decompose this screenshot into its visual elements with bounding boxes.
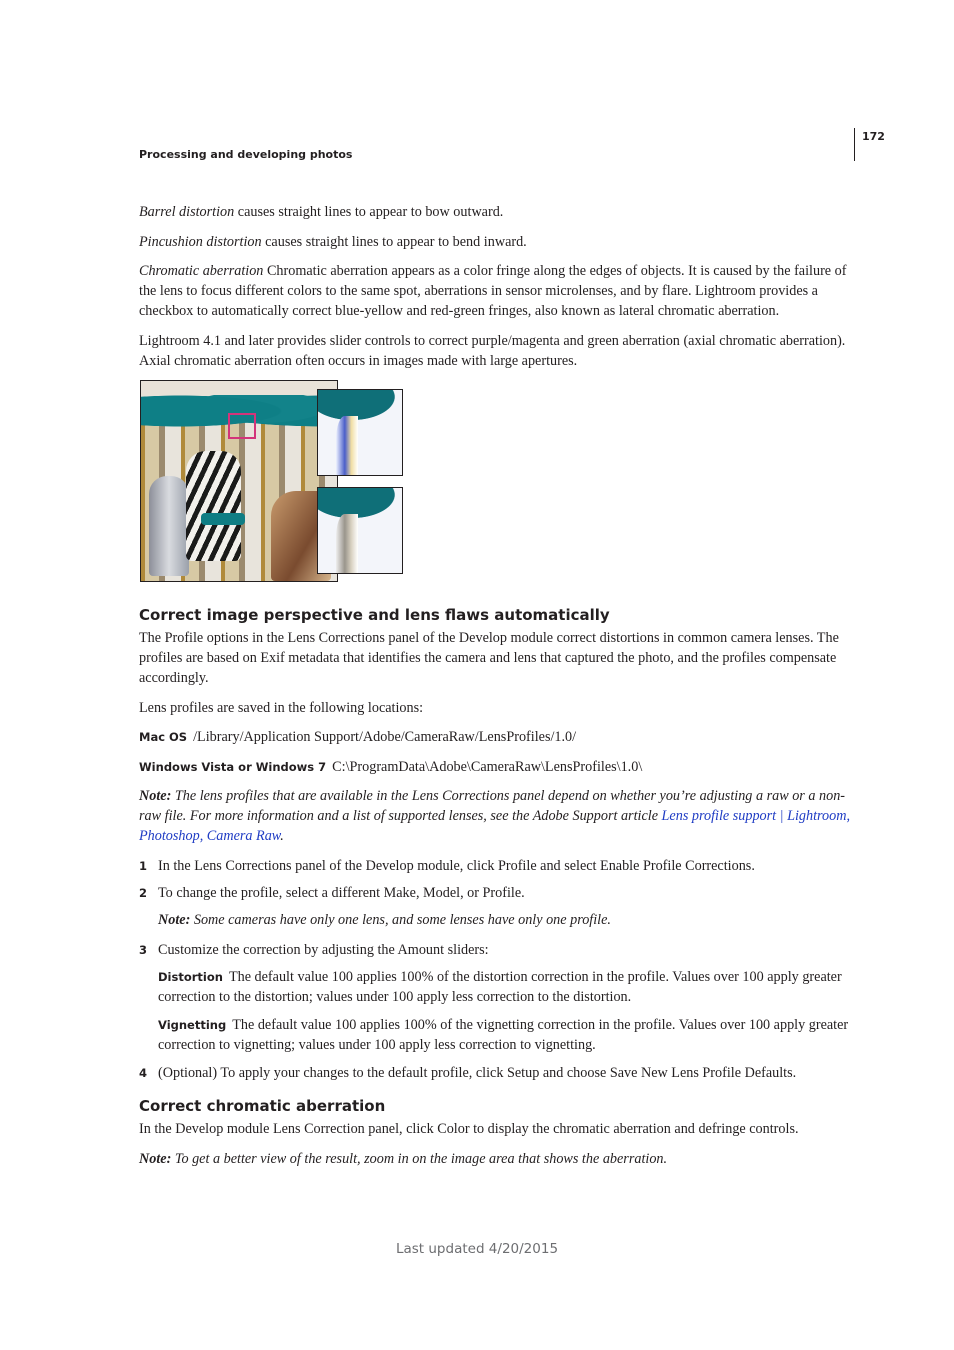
zoom-after-correction xyxy=(317,487,403,574)
note-text: The lens profiles that are available in the Lens Corrections panel depend on whether you’re adjusting a raw or a non-raw file. For more information and a list of supported lenses, see the Adobe Support article xyxy=(139,788,846,824)
page-number: 172 xyxy=(862,130,885,143)
step-1 xyxy=(139,856,853,876)
chromatic-aberration-figure xyxy=(140,380,404,582)
running-header: Processing and developing photos xyxy=(139,148,353,161)
windows-path: C:\ProgramData\Adobe\CameraRaw\LensProfiles\1.0\ xyxy=(332,758,643,775)
barrel-text: causes straight lines to appear to bow outward. xyxy=(234,204,504,220)
chromatic-paragraph xyxy=(139,261,853,321)
lens-profile-support-link[interactable]: Lens profile support | Lightroom, Photoshop, Camera Raw xyxy=(139,808,851,844)
zebra-saddle xyxy=(201,513,245,525)
carousel-photo xyxy=(140,380,338,582)
step-text: (Optional) To apply your changes to the default profile, click Setup and choose Save New Lens Profile Defaults. xyxy=(158,1065,797,1081)
pincushion-text: causes straight lines to appear to bend inward. xyxy=(261,233,527,250)
step-4 xyxy=(139,1063,853,1083)
section-heading-lens-profiles: Correct image perspective and lens flaws automatically xyxy=(139,606,610,624)
mac-location xyxy=(139,727,853,747)
page-content xyxy=(139,202,853,1178)
step-text: To change the profile, select a different Make, Model, or Profile. xyxy=(158,885,525,901)
step-3 xyxy=(139,940,853,960)
zoom-region-marker xyxy=(228,413,256,439)
step-number: 4 xyxy=(139,1066,148,1080)
step-2 xyxy=(139,883,853,903)
distortion-label: Distortion xyxy=(158,970,223,984)
lightroom41-paragraph: Lightroom 4.1 and later provides slider controls to correct purple/magenta and green aberration (axial chromatic aberration). Axial chromatic aberration often occurs in images made with large apertures. xyxy=(139,332,846,369)
section-heading-chromatic: Correct chromatic aberration xyxy=(139,1097,386,1115)
mac-path: /Library/Application Support/Adobe/CameraRaw/LensProfiles/1.0/ xyxy=(193,729,577,745)
zebra-figure xyxy=(186,451,241,561)
vignetting-option xyxy=(139,1015,853,1055)
step-number: 3 xyxy=(139,943,148,957)
white-horse xyxy=(149,476,189,576)
chromatic-controls-paragraph: In the Develop module Lens Correction panel, click Color to display the chromatic aberration and defringe controls. xyxy=(139,1121,799,1137)
pincushion-paragraph xyxy=(139,232,853,252)
vignetting-text: The default value 100 applies 100% of the vignetting correction in the profile. Values over 100 apply greater correction to vignetting; values under 100 apply less correction to vignetting. xyxy=(158,1017,849,1053)
step-2-note: Note: Some cameras have only one lens, and some lenses have only one profile. xyxy=(158,912,611,928)
mac-label: Mac OS xyxy=(139,730,188,744)
chromatic-text: Chromatic aberration appears as a color fringe along the edges of objects. It is caused by the failure of the lens to focus different colors to the same spot, aberrations in sensor microlenses, and by flare. Lightroom provides a checkbox to automatically correct blue-yellow and red-green fringes, also known as lateral chromatic aberration. xyxy=(139,263,847,319)
distortion-option xyxy=(139,967,853,1007)
locations-paragraph: Lens profiles are saved in the following locations: xyxy=(139,699,424,716)
barrel-term: Barrel distortion xyxy=(139,204,235,220)
pincushion-term: Pincushion distortion xyxy=(139,233,262,250)
vignetting-label: Vignetting xyxy=(158,1018,227,1032)
footer-last-updated: Last updated 4/20/2015 xyxy=(395,1241,559,1257)
chromatic-note: Note: To get a better view of the result, zoom in on the image area that shows the aberration. xyxy=(139,1150,668,1167)
lens-profile-note: Note: The lens profiles that are available in the Lens Corrections panel depend on whether you’re adjusting a raw or a non-raw file. For more information and a list of supported lenses, see the Adobe Support article Lens profile support | Lightroom, Photoshop, Camera Raw. xyxy=(139,788,851,844)
chromatic-term: Chromatic aberration xyxy=(139,263,264,279)
step-number: 1 xyxy=(139,859,148,873)
barrel-paragraph xyxy=(139,202,853,222)
note-label: Note: xyxy=(139,788,172,804)
step-text: In the Lens Corrections panel of the Develop module, click Profile and select Enable Profile Corrections. xyxy=(158,858,755,874)
windows-location xyxy=(139,757,853,777)
step-text: Customize the correction by adjusting the Amount sliders: xyxy=(158,942,489,958)
distortion-text: The default value 100 applies 100% of the distortion correction in the profile. Values over 100 apply greater correction to the distortion; values under 100 apply less correction to the distortion. xyxy=(158,969,842,1005)
step-number: 2 xyxy=(139,886,148,900)
profile-paragraph: The Profile options in the Lens Corrections panel of the Develop module correct distortions in common camera lenses. The profiles are based on Exif metadata that identifies the camera and lens that captured the photo, and the profiles compensate accordingly. xyxy=(139,630,839,686)
windows-label: Windows Vista or Windows 7 xyxy=(139,759,327,774)
header-divider xyxy=(854,128,855,161)
zoom-before-correction xyxy=(317,389,403,476)
